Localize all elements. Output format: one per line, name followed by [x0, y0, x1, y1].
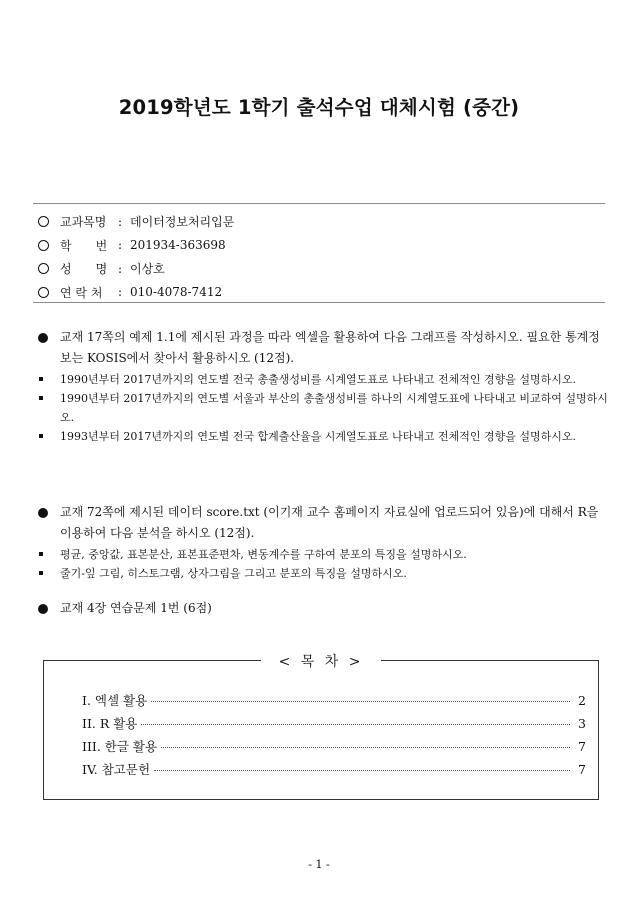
info-separator: : — [118, 238, 123, 253]
toc-item — [82, 691, 586, 714]
task-2 — [38, 502, 610, 583]
info-label: 성 명 — [60, 262, 108, 277]
toc-item-label: I. 엑셀 활용 — [82, 693, 148, 708]
toc-item — [82, 760, 586, 783]
subtask-text: 1993년부터 2017년까지의 연도별 전국 합계출산율을 시계열도표로 나타내고 전체적인 경향을 설명하시오. — [60, 430, 576, 443]
task-3 — [38, 598, 610, 619]
subtask-text: 평균, 중앙값, 표본분산, 표본표준편차, 변동계수를 구하여 분포의 특징을 설명하시오. — [60, 548, 467, 561]
square-bullet-icon — [39, 434, 43, 438]
subtask-text: 1990년부터 2017년까지의 연도별 전국 총출생성비를 시계열도표로 나타내고 전체적인 경향을 설명하시오. — [60, 373, 576, 386]
bottom-divider — [33, 302, 605, 303]
toc-dot-leader — [161, 747, 570, 748]
toc-item — [82, 737, 586, 760]
subtask-list — [38, 370, 610, 446]
table-of-contents — [43, 654, 599, 800]
square-bullet-icon — [39, 396, 43, 400]
circle-bullet-icon — [38, 240, 49, 251]
subtask-item — [38, 389, 610, 427]
info-row-contact — [38, 281, 598, 305]
document-title: 2019학년도 1학기 출석수업 대체시험 (중간) — [118, 96, 520, 119]
circle-bullet-icon — [38, 287, 49, 298]
task-text-content: 교재 4장 연습문제 1번 (6점) — [60, 601, 212, 615]
info-row-course — [38, 210, 598, 234]
filled-bullet-icon — [38, 508, 48, 518]
circle-bullet-icon — [38, 263, 49, 274]
square-bullet-icon — [39, 571, 43, 575]
info-value: 데이터정보처리입문 — [130, 215, 235, 230]
toc-dot-leader — [141, 724, 570, 725]
task-text — [38, 598, 610, 619]
task-text — [38, 327, 610, 369]
square-bullet-icon — [39, 377, 43, 381]
subtask-text: 1990년부터 2017년까지의 연도별 서울과 부산의 총출생성비를 하나의 시계열도표에 나타내고 비교하여 설명하시오. — [60, 392, 608, 424]
filled-bullet-icon — [38, 604, 48, 614]
info-label: 학 번 — [60, 238, 108, 253]
toc-item-page: 7 — [578, 762, 586, 777]
subtask-item — [38, 427, 610, 446]
toc-title — [44, 651, 598, 671]
toc-dot-leader — [154, 770, 570, 771]
toc-item — [82, 714, 586, 737]
info-value: 201934-363698 — [130, 238, 226, 253]
page-number: - 1 - — [308, 858, 330, 871]
subtask-item — [38, 370, 610, 389]
info-value: 이상호 — [130, 262, 165, 277]
subtask-item — [38, 564, 610, 583]
toc-list — [82, 691, 586, 783]
toc-item-page: 7 — [578, 739, 586, 754]
task-1 — [38, 327, 610, 446]
square-bullet-icon — [39, 552, 43, 556]
top-divider — [33, 203, 605, 204]
subtask-list — [38, 545, 610, 583]
info-separator: : — [118, 285, 123, 300]
subtask-text: 줄기-잎 그림, 히스토그램, 상자그림을 그리고 분포의 특징을 설명하시오. — [60, 567, 407, 580]
toc-dot-leader — [151, 701, 570, 702]
toc-item-label: II. R 활용 — [82, 716, 138, 731]
info-row-student-id — [38, 234, 598, 258]
student-info — [38, 210, 598, 304]
toc-item-page: 2 — [578, 693, 586, 708]
info-separator: : — [118, 261, 123, 276]
toc-item-label: III. 한글 활용 — [82, 739, 158, 754]
toc-title-text: < 목 차 > — [261, 654, 382, 670]
info-label: 연 락 처 — [60, 285, 103, 300]
filled-bullet-icon — [38, 333, 48, 343]
subtask-item — [38, 545, 610, 564]
info-label: 교과목명 — [60, 215, 107, 230]
info-value: 010-4078-7412 — [130, 285, 223, 300]
toc-item-page: 3 — [578, 716, 586, 731]
info-separator: : — [118, 214, 123, 229]
task-text-content: 교재 17쪽의 예제 1.1에 제시된 과정을 따라 엑셀을 활용하여 다음 그래프를 작성하시오. 필요한 통계정보는 KOSIS에서 찾아서 활용하시오 (12점). — [60, 330, 600, 365]
task-text — [38, 502, 610, 544]
circle-bullet-icon — [38, 216, 49, 227]
toc-item-label: IV. 참고문헌 — [82, 762, 151, 777]
task-text-content: 교재 72쪽에 제시된 데이터 score.txt (이기재 교수 홈페이지 자료실에 업로드되어 있음)에 대해서 R을 이용하여 다음 분석을 하시오 (12점). — [60, 505, 599, 540]
info-row-name — [38, 257, 598, 281]
